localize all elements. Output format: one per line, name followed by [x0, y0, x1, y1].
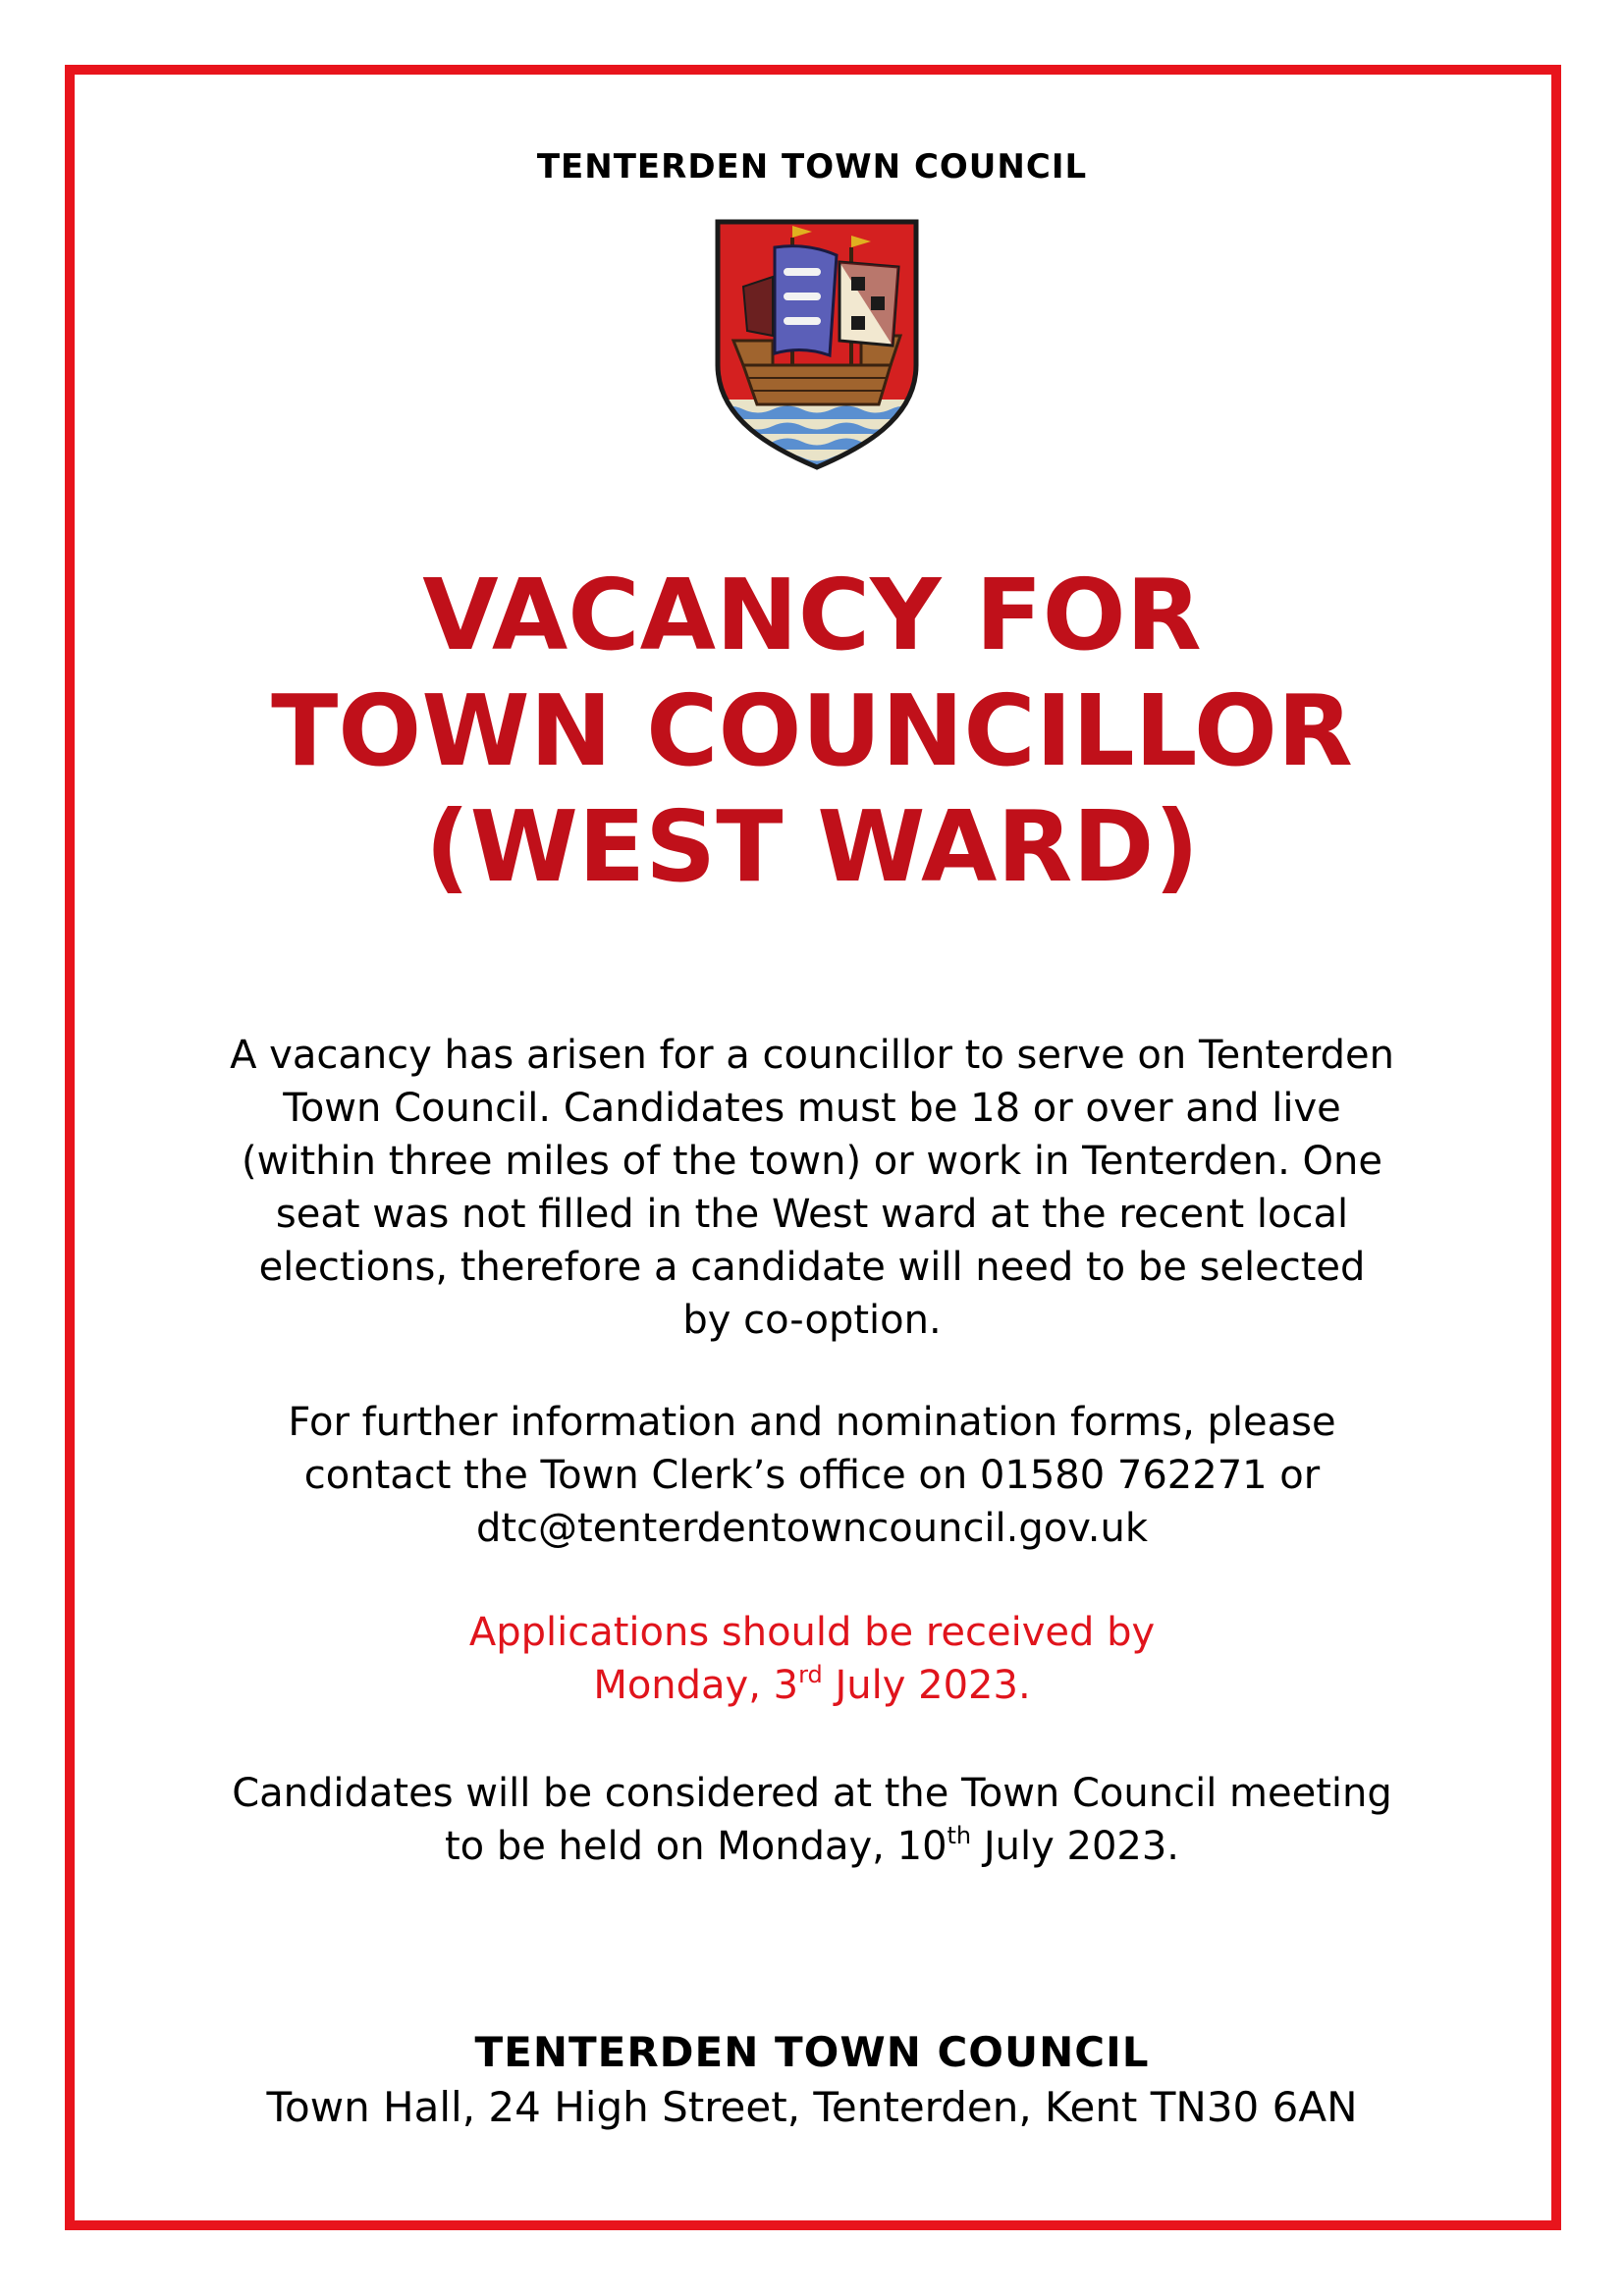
intro-paragraph	[0, 1029, 1624, 1347]
title-line-2: TOWN COUNCILLOR	[271, 673, 1353, 788]
footer-council-name: TENTERDEN TOWN COUNCIL	[474, 2028, 1150, 2076]
title-line-1: VACANCY FOR	[422, 558, 1202, 672]
footer-address: Town Hall, 24 High Street, Tenterden, Kent TN30 6AN	[266, 2083, 1358, 2131]
meeting-line-2: to be held on Monday, 10th July 2023.	[444, 1822, 1180, 1869]
coat-of-arms-ship-icon	[714, 218, 920, 471]
vacancy-title	[0, 558, 1624, 905]
title-line-3: (WEST WARD)	[424, 789, 1200, 904]
meeting-line-1: Candidates will be considered at the Town Council meeting	[232, 1771, 1392, 1816]
contact-paragraph	[0, 1396, 1624, 1555]
council-header: TENTERDEN TOWN COUNCIL	[536, 147, 1088, 187]
contact-line: For further information and nomination forms, please	[288, 1400, 1336, 1445]
deadline-line-2: Monday, 3rd July 2023.	[593, 1661, 1031, 1708]
contact-line: contact the Town Clerk’s office on 01580 762271 or	[303, 1453, 1321, 1498]
deadline-line-1: Applications should be received by	[468, 1610, 1156, 1655]
deadline-paragraph	[0, 1606, 1624, 1712]
intro-line: seat was not filled in the West ward at the recent local	[275, 1192, 1349, 1237]
intro-line: Town Council. Candidates must be 18 or over and live	[283, 1086, 1341, 1131]
intro-line: (within three miles of the town) or work in Tenterden. One	[242, 1139, 1382, 1184]
intro-line: A vacancy has arisen for a councillor to serve on Tenterden	[230, 1033, 1394, 1078]
contact-email: dtc@tenterdentowncouncil.gov.uk	[475, 1506, 1149, 1551]
intro-line: elections, therefore a candidate will need to be selected	[258, 1245, 1366, 1290]
meeting-paragraph	[0, 1767, 1624, 1873]
intro-line: by co-option.	[682, 1298, 942, 1343]
